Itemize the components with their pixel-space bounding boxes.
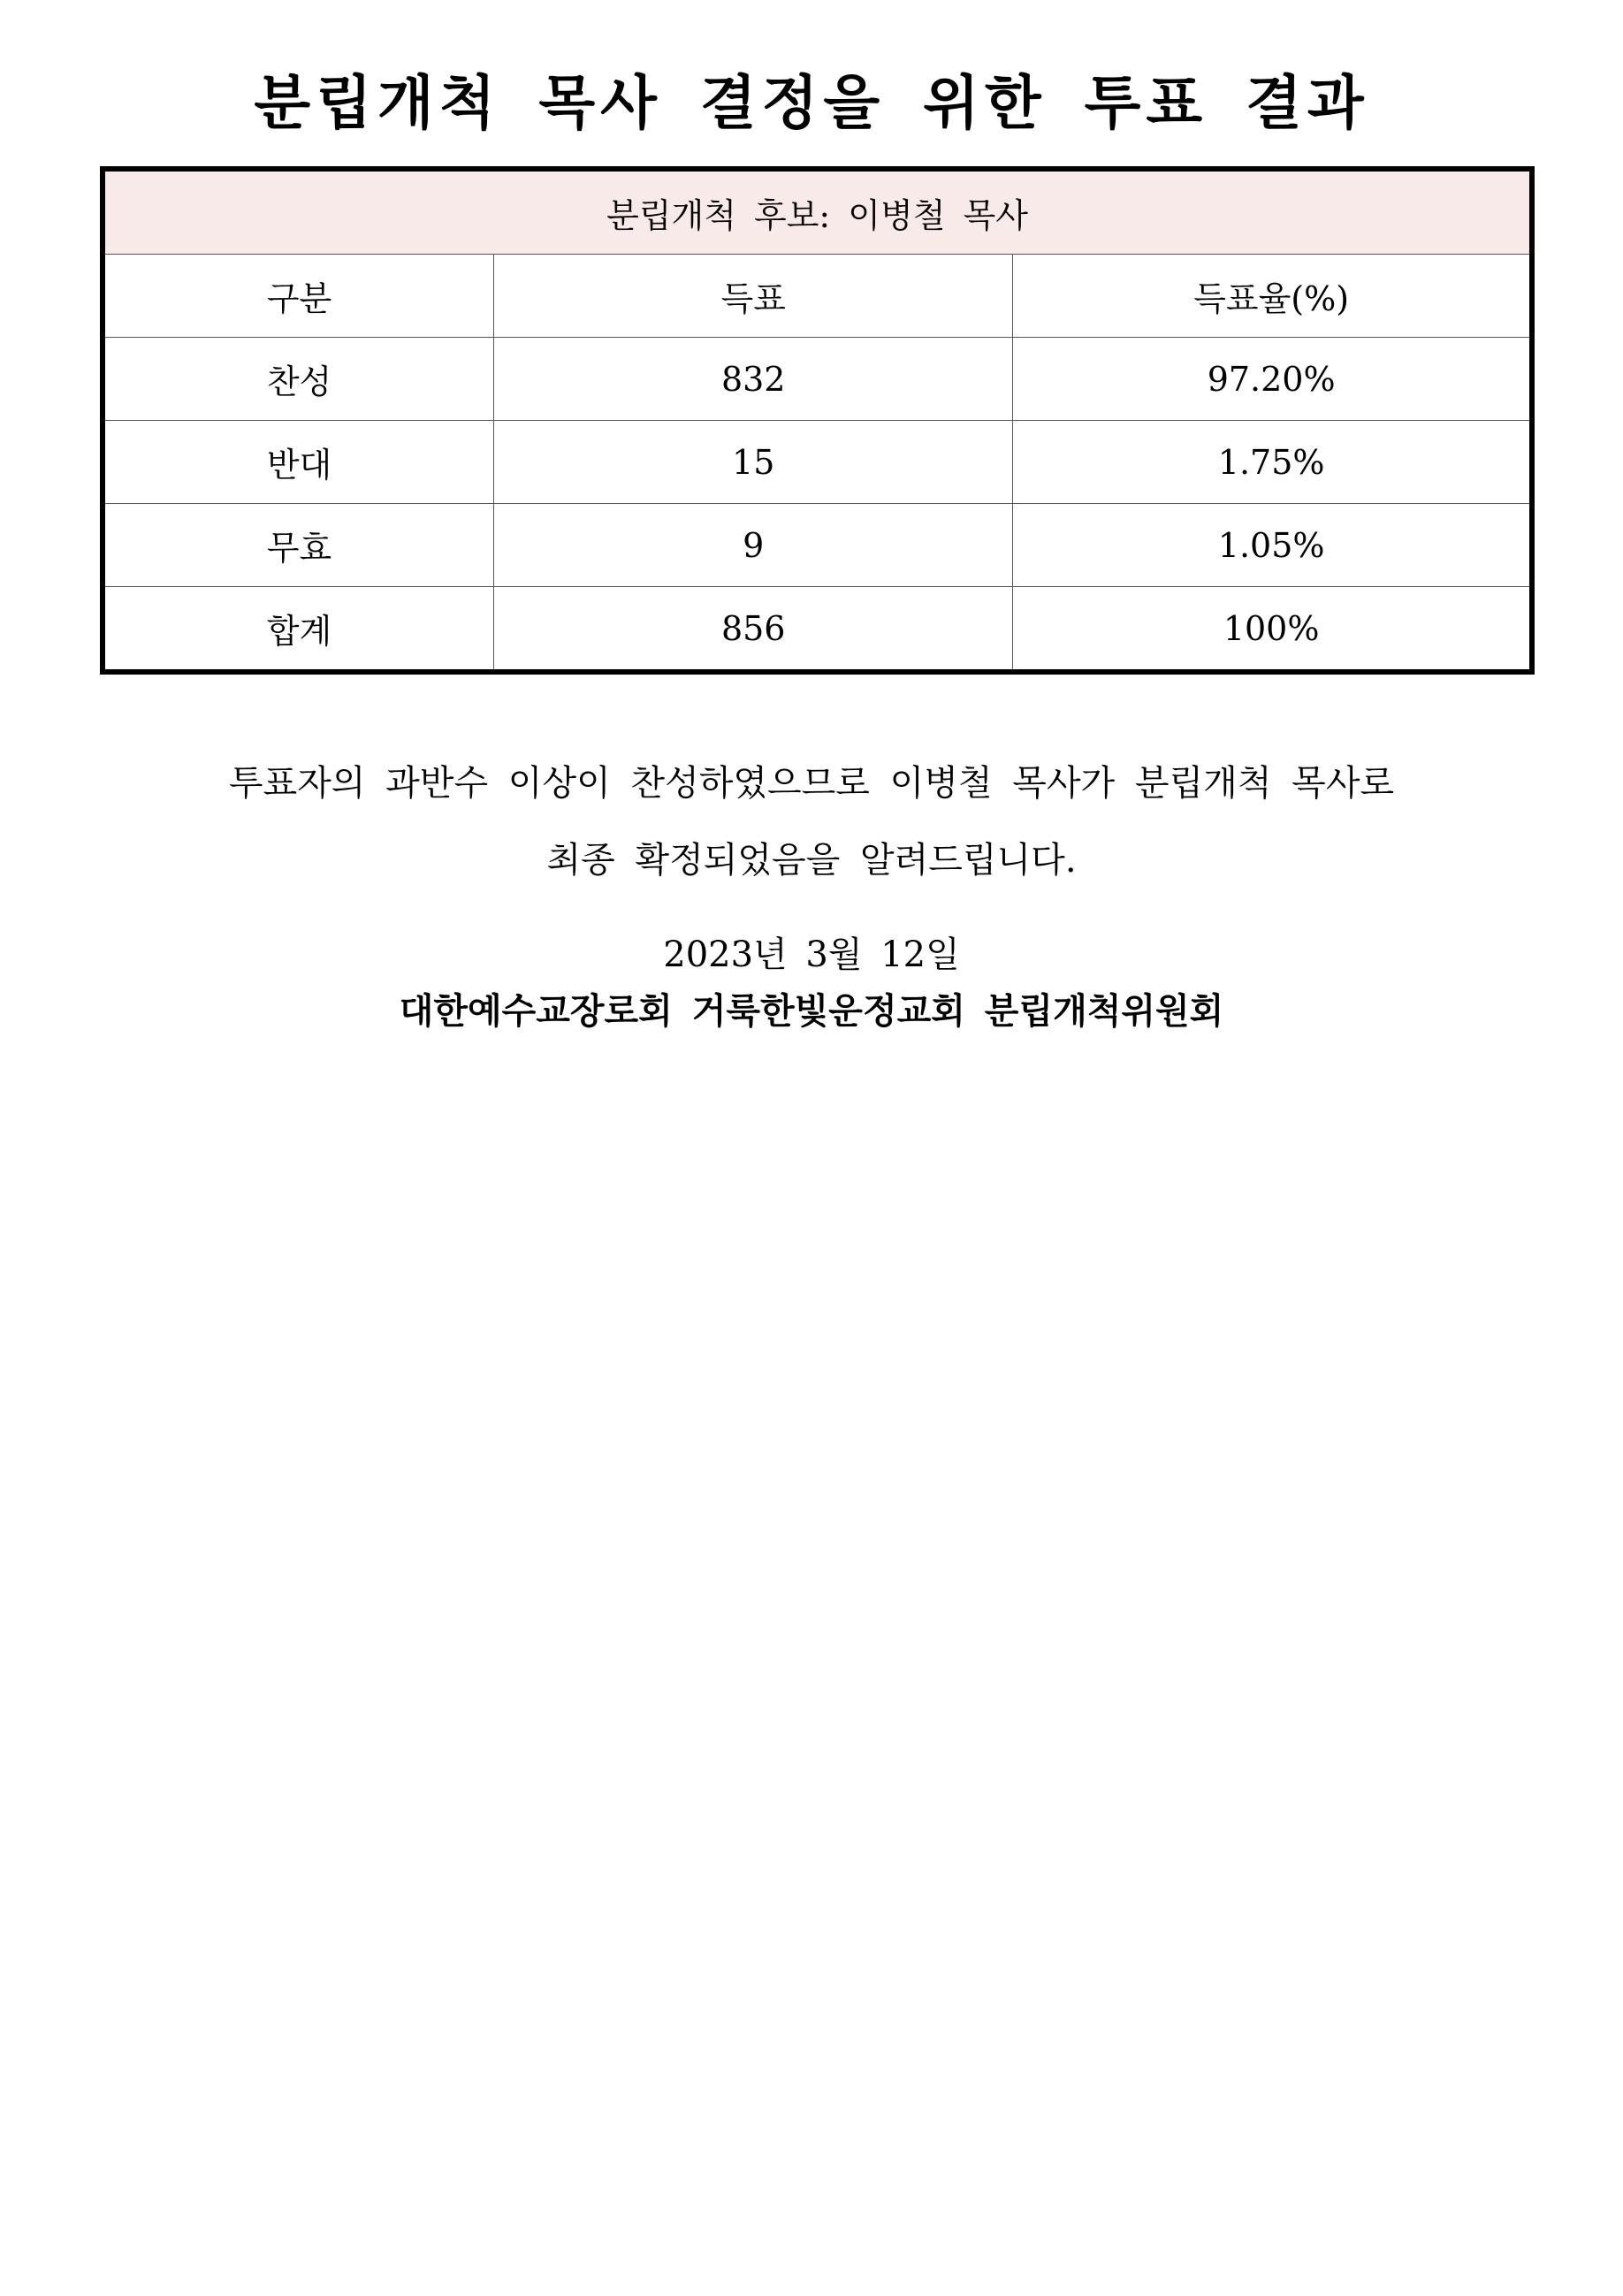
column-header-category: 구분 (103, 255, 494, 338)
vote-result-table (100, 166, 1535, 675)
row-category: 찬성 (103, 338, 494, 421)
announcement-line-2: 최종 확정되었음을 알려드립니다. (546, 840, 1077, 881)
page-title: 분립개척 목사 결정을 위한 투표 결과 (254, 69, 1369, 137)
announcement-line-1: 투표자의 과반수 이상이 찬성하였으므로 이병철 목사가 분립개척 목사로 (228, 763, 1395, 804)
table-row-invalid (103, 504, 1532, 587)
row-votes: 832 (494, 338, 1013, 421)
announcement (0, 745, 1623, 899)
row-percent: 100% (1013, 587, 1532, 673)
column-header-percent: 득표율(%) (1013, 255, 1532, 338)
document-date: 2023년 3월 12일 (663, 934, 960, 975)
column-header-votes: 득표 (494, 255, 1013, 338)
row-percent: 1.05% (1013, 504, 1532, 587)
row-percent: 1.75% (1013, 421, 1532, 504)
row-category: 무효 (103, 504, 494, 587)
row-votes: 9 (494, 504, 1013, 587)
table-row-approve (103, 338, 1532, 421)
candidate-header: 분립개척 후보: 이병철 목사 (103, 169, 1532, 255)
row-category: 반대 (103, 421, 494, 504)
row-votes: 856 (494, 587, 1013, 673)
column-header-row (103, 255, 1532, 338)
organization-signature: 대한예수교장로회 거룩한빛운정교회 분립개척위원회 (399, 990, 1224, 1032)
candidate-header-row (103, 169, 1532, 255)
row-votes: 15 (494, 421, 1013, 504)
table-row-oppose (103, 421, 1532, 504)
row-percent: 97.20% (1013, 338, 1532, 421)
row-category: 합계 (103, 587, 494, 673)
table-row-total (103, 587, 1532, 673)
